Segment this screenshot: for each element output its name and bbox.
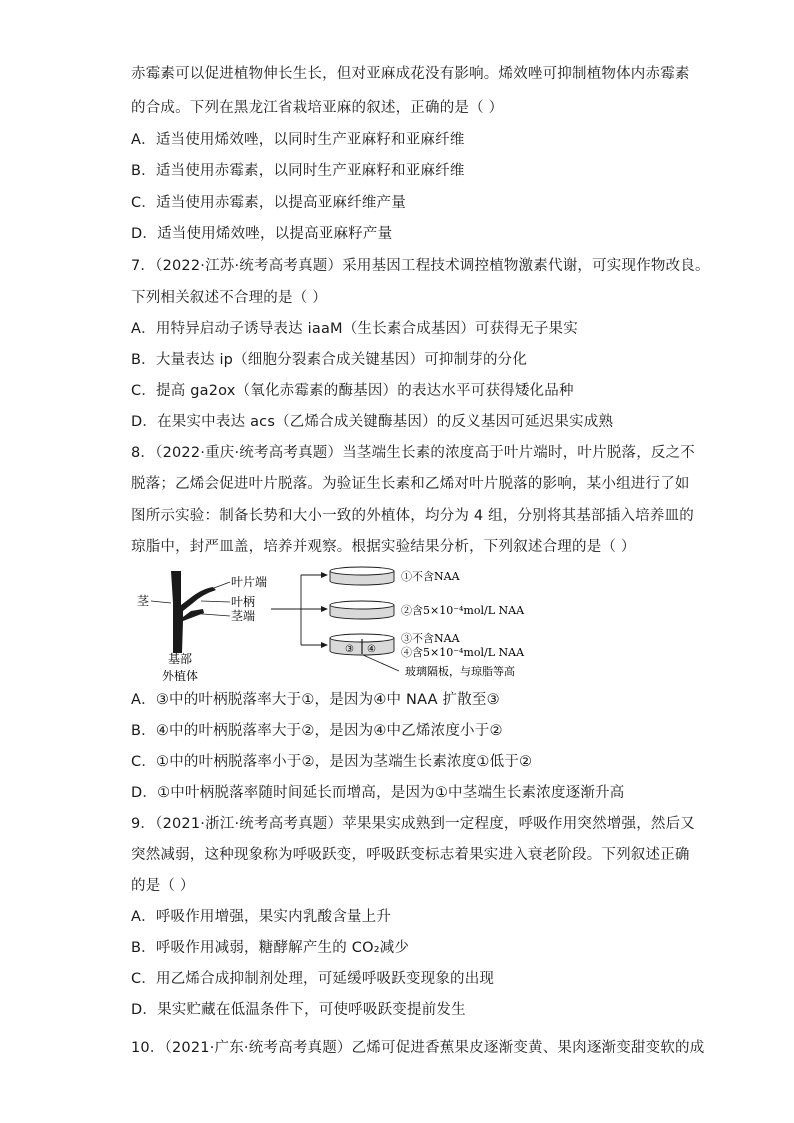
option-a: A．用特异启动子诱导表达 iaaM（生长素合成基因）可获得无子果实 — [131, 321, 578, 337]
arrow-head — [321, 572, 328, 578]
dish-3-label-b: ④含5×10⁻⁴mol/L NAA — [401, 646, 525, 659]
question-8-stem: 琼脂中，封严皿盖，培养并观察。根据实验结果分析，下列叙述合理的是（ ） — [131, 539, 636, 555]
dish-3-left-mark: ③ — [345, 644, 354, 655]
question-7-stem: 7．（2022·江苏·统考高考真题）采用基因工程技术调控植物激素代谢，可实现作物改良。 — [131, 258, 710, 274]
label-stem: 茎 — [137, 594, 150, 608]
option-a: A．③中的叶柄脱落率大于①，是因为④中 NAA 扩散至③ — [131, 692, 500, 708]
label-leaf-end: 叶片端 — [231, 575, 268, 589]
option-c: C．①中的叶柄脱落率小于②，是因为茎端生长素浓度①低于② — [131, 754, 533, 770]
question-9-stem: 突然减弱，这种现象称为呼吸跃变，呼吸跃变标志着果实进入衰老阶段。下列叙述正确 — [131, 847, 690, 863]
option-b: B．适当使用赤霉素，以同时生产亚麻籽和亚麻纤维 — [131, 163, 465, 179]
question-8-stem: 脱落；乙烯会促进叶片脱落。为验证生长素和乙烯对叶片脱落的影响，某小组进行了如 — [131, 476, 690, 492]
question-7-stem: 下列相关叙述不合理的是（ ） — [131, 290, 327, 306]
question-8-stem: 8．（2022·重庆·统考高考真题）当茎端生长素的浓度高于叶片端时，叶片脱落，反之不 — [131, 445, 695, 461]
text-line: 的合成。下列在黑龙江省栽培亚麻的叙述，正确的是（ ） — [131, 100, 504, 116]
option-d: D．果实贮藏在低温条件下，可使呼吸跃变提前发生 — [131, 1002, 466, 1018]
option-b: B．大量表达 ip（细胞分裂素合成关键基因）可抑制芽的分化 — [131, 352, 528, 368]
label-stem-end: 茎端 — [231, 609, 256, 623]
option-b: B．呼吸作用减弱，糖酵解产生的 CO₂减少 — [131, 940, 410, 956]
label-base: 基部 — [168, 652, 193, 666]
option-c: C．提高 ga2ox（氧化赤霉素的酶基因）的表达水平可获得矮化品种 — [131, 383, 574, 399]
question-9-stem: 9．（2021·浙江·统考高考真题）苹果果实成熟到一定程度，呼吸作用突然增强，然后又 — [131, 816, 695, 832]
arrow-group — [271, 575, 324, 645]
experiment-figure — [131, 563, 551, 681]
dish-1-label: ①不含NAA — [401, 570, 460, 583]
label-petiole: 叶柄 — [231, 595, 256, 609]
option-c: C．适当使用赤霉素，以提高亚麻纤维产量 — [131, 195, 406, 211]
option-a: A．呼吸作用增强，果实内乳酸含量上升 — [131, 909, 392, 925]
petri-dish-3 — [330, 634, 394, 655]
question-8-stem: 图所示实验：制备长势和大小一致的外植体，均分为 4 组，分别将其基部插入培养皿的 — [131, 508, 694, 524]
option-a: A．适当使用烯效唑，以同时生产亚麻籽和亚麻纤维 — [131, 132, 465, 148]
option-d: D．①中叶柄脱落率随时间延长而增高，是因为①中茎端生长素浓度逐渐升高 — [131, 785, 625, 801]
arrow-head — [321, 642, 328, 648]
arrow-head — [321, 606, 328, 612]
option-d: D．适当使用烯效唑，以提高亚麻籽产量 — [131, 226, 393, 242]
option-d: D．在果实中表达 acs（乙烯合成关键酶基因）的反义基因可延迟果实成熟 — [131, 414, 614, 430]
dish-3-right-mark: ④ — [367, 644, 376, 655]
label-explant: 外植体 — [162, 669, 199, 681]
petri-dish-1 — [330, 567, 394, 585]
text-line: 赤霉素可以促进植物伸长生长，但对亚麻成花没有影响。烯效唑可抑制植物体内赤霉素 — [131, 66, 690, 82]
option-b: B．④中的叶柄脱落率大于②，是因为④中乙烯浓度小于② — [131, 723, 503, 739]
question-10-stem: 10．（2021·广东·统考高考真题）乙烯可促进香蕉果皮逐渐变黄、果肉逐渐变甜变软的成 — [131, 1040, 705, 1056]
explant-drawing — [171, 571, 216, 653]
question-9-stem: 的是（ ） — [131, 878, 195, 894]
dish-3-label-a: ③不含NAA — [401, 632, 460, 645]
dish-2-label: ②含5×10⁻⁴mol/L NAA — [401, 604, 525, 617]
option-c: C．用乙烯合成抑制剂处理，可延缓呼吸跃变现象的出现 — [131, 971, 495, 987]
divider-note: 玻璃隔板，与琼脂等高 — [405, 665, 515, 678]
petri-dish-2 — [330, 601, 394, 619]
